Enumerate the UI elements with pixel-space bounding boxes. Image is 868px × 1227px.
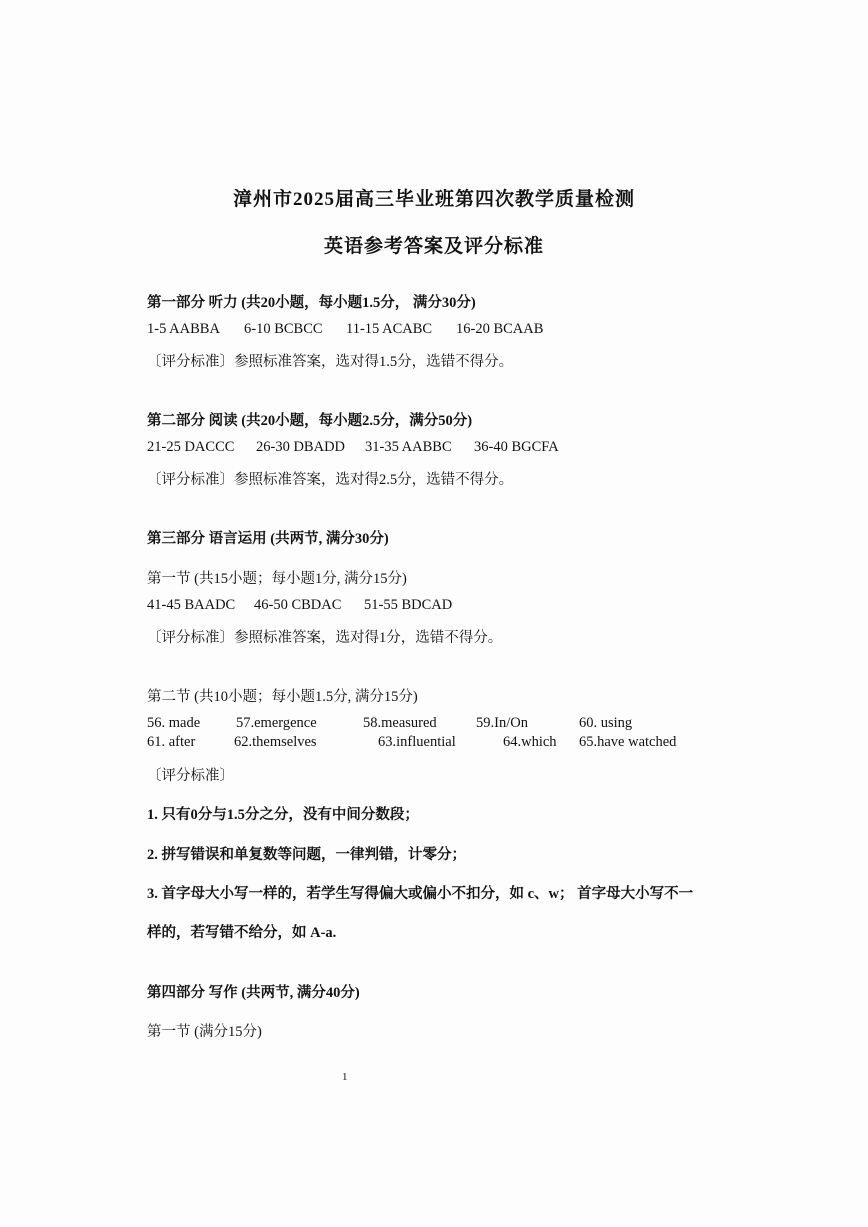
part2-answer: 36-40 BGCFA (474, 439, 559, 455)
blank-answer: 59.In/On (476, 715, 528, 731)
grading-rule: 1. 只有0分与1.5分之分，没有中间分数段； (147, 807, 419, 823)
part4-heading: 第四部分 写作 (共两节, 满分40分) (147, 985, 360, 1001)
part1-answer: 16-20 BCAAB (456, 321, 544, 337)
part3-heading: 第三部分 语言运用 (共两节, 满分30分) (147, 531, 389, 547)
blank-answer: 57.emergence (236, 715, 317, 731)
document-title: 漳州市2025届高三毕业班第四次教学质量检测 (232, 189, 635, 210)
grading-rule: 2. 拼写错误和单复数等问题，一律判错，计零分； (147, 847, 466, 863)
part2-criteria: 〔评分标准〕参照标准答案，选对得2.5分，选错不得分。 (147, 472, 514, 488)
part1-answer: 11-15 ACABC (346, 321, 433, 337)
part1-answer: 1-5 AABBA (147, 321, 220, 337)
part2-answer: 21-25 DACCC (147, 439, 235, 455)
part3-section1-criteria: 〔评分标准〕参照标准答案，选对得1分，选错不得分。 (147, 630, 503, 646)
blank-answer: 58.measured (363, 715, 437, 731)
blank-answer: 60. using (579, 715, 633, 731)
document-subtitle: 英语参考答案及评分标准 (323, 236, 544, 257)
part1-heading: 第一部分 听力 (共20小题，每小题1.5分， 满分30分) (147, 295, 476, 311)
part2-answer: 26-30 DBADD (256, 439, 346, 455)
grading-rule: 3. 首字母大小写一样的，若学生写得偏大或偏小不扣分，如 c、w； 首字母大小写不一 (147, 886, 694, 902)
blank-answer: 64.which (503, 734, 557, 750)
blank-answer: 63.influential (378, 734, 456, 750)
blank-answer: 61. after (147, 734, 196, 750)
part3-section1-answer: 51-55 BDCAD (364, 597, 453, 613)
part1-criteria: 〔评分标准〕参照标准答案，选对得1.5分，选错不得分。 (147, 354, 514, 370)
part3-section2-criteria-label: 〔评分标准〕 (147, 768, 234, 784)
part2-heading: 第二部分 阅读 (共20小题，每小题2.5分，满分50分) (147, 413, 473, 429)
part3-section1-heading: 第一节 (共15小题；每小题1分, 满分15分) (147, 571, 407, 587)
page-number: 1 (342, 1071, 348, 1083)
part3-section1-answer: 41-45 BAADC (147, 597, 236, 613)
blank-answer: 62.themselves (234, 734, 317, 750)
blank-answer: 65.have watched (579, 734, 677, 750)
grading-rule-continued: 样的，若写错不给分，如 A-a. (147, 925, 337, 941)
part3-section1-answer: 46-50 CBDAC (254, 597, 342, 613)
blank-answer: 56. made (147, 715, 201, 731)
part1-answer: 6-10 BCBCC (244, 321, 323, 337)
part2-answer: 31-35 AABBC (365, 439, 452, 455)
part4-section1-heading: 第一节 (满分15分) (147, 1024, 262, 1040)
part3-section2-heading: 第二节 (共10小题；每小题1.5分, 满分15分) (147, 689, 418, 705)
